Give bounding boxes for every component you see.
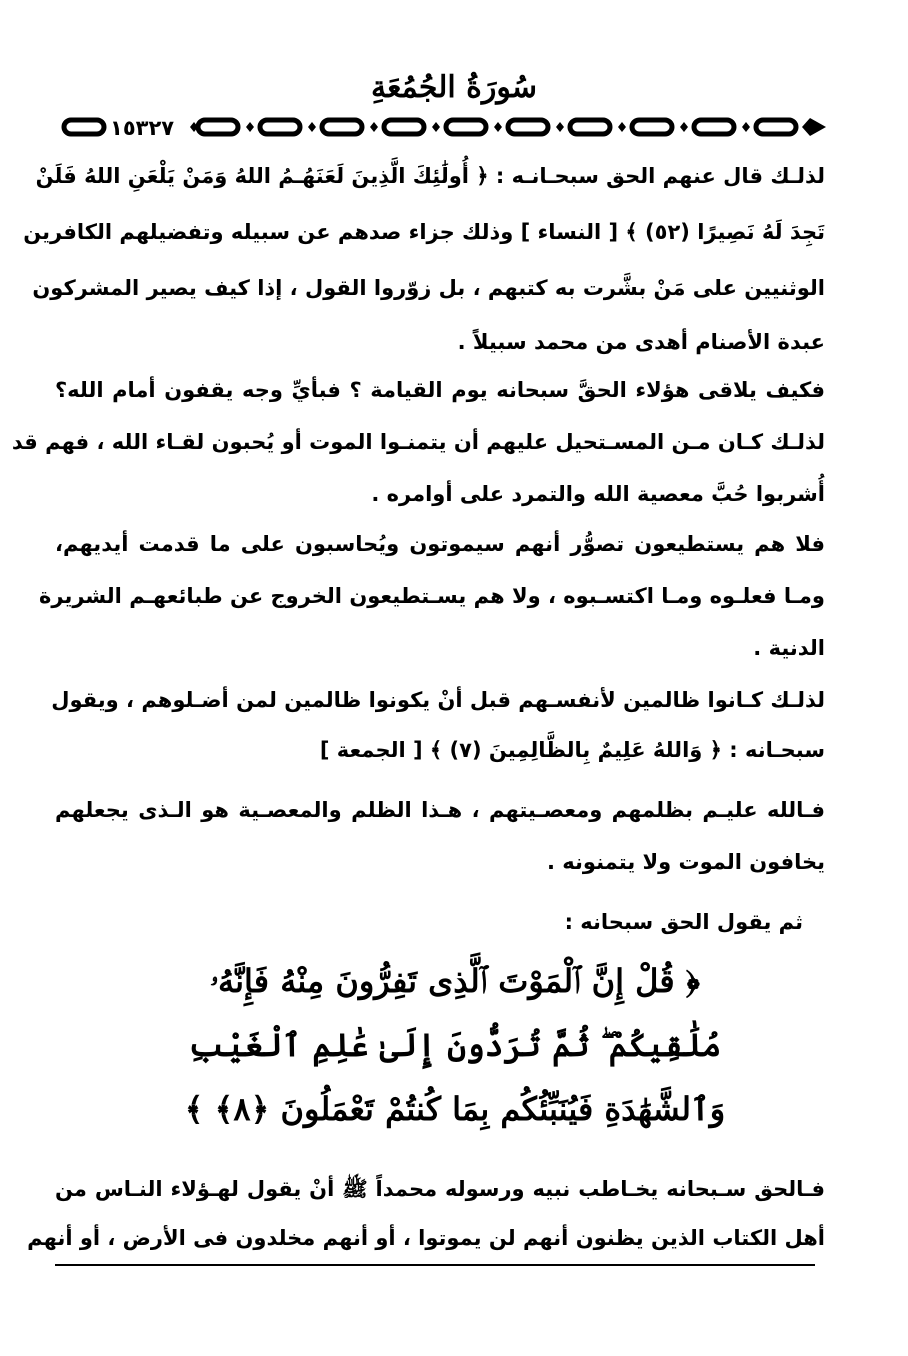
text-line: يخافون الموت ولا يتمنونه . (547, 850, 825, 874)
text-line: لذلـك قال عنهم الحق سبحـانـه : ﴿ أُولَٰئِكَ الَّذِينَ لَعَنَهُـمُ اللهُ وَمَنْ يَلْعَنِ اللهُ فَلَنْ (35, 164, 825, 188)
text-line: الدنية . (753, 636, 825, 660)
surah-title: سُورَةُ الجُمُعَةِ (370, 70, 538, 105)
text-line: فكيف يلاقى هؤلاء الحقَّ سبحانه يوم القيامة ؟ فبأيِّ وجه يقفون أمام الله؟ (55, 378, 825, 402)
quran-verse-line: ﴿ قُلْ إِنَّ ٱلْمَوْتَ ٱلَّذِى تَفِرُّونَ مِنْهُ فَإِنَّهُۥ (209, 962, 700, 1000)
text-line: ومـا فعلـوه ومـا اكتسـبوه ، ولا هم يسـتطيعون الخروج عن طبائعهـم الشريرة (39, 584, 825, 608)
text-line: لذلـك كـانوا ظالمين لأنفسـهم قبل أنْ يكونوا ظالمين لمن أضـلوهم ، ويقول (51, 688, 825, 712)
text-line: الوثنيين على مَنْ بشَّرت به كتبهم ، بل زوّروا القول ، إذا كيف يصير المشركون (32, 276, 825, 300)
page-number: ١٥٣٢٧ (110, 116, 175, 140)
text-line: لذلـك كـان مـن المسـتحيل عليهم أن يتمنـوا الموت أو يُحبون لقـاء الله ، فهم قد (11, 430, 825, 454)
text-line: سبحـانه : ﴿ وَاللهُ عَلِيمٌ بِالظَّالِمِينَ (٧) ﴾ [ الجمعة ] (319, 738, 825, 762)
quran-verse-line: وَٱلشَّهَٰدَةِ فَيُنَبِّئُكُم بِمَا كُنتُمْ تَعْمَلُونَ ﴿٨﴾ ﴾ (184, 1090, 726, 1128)
quran-verse-line: مُلَٰقِيكُمْ ۖ ثُمَّ تُرَدُّونَ إِلَىٰ عَٰلِمِ ٱلْغَيْبِ (188, 1026, 722, 1064)
text-line: فلا هم يستطيعون تصوُّر أنهم سيموتون ويُحاسبون على ما قدمت أيديهم، (55, 532, 825, 556)
text-line: تَجِدَ لَهُ نَصِيرًا (٥٢) ﴾ [ النساء ] وذلك جزاء صدهم عن سبيله وتفضيلهم الكافرين (23, 220, 825, 244)
text-line: أهل الكتاب الذين يظنون أنهم لن يموتوا ، أو أنهم مخلدون فى الأرض ، أو أنهم (27, 1226, 825, 1250)
text-line: فـالله عليـم بظلمهم ومعصـيتهم ، هـذا الظلم والمعصـية هو الـذى يجعلهم (55, 798, 825, 822)
text-line: عبدة الأصنام أهدى من محمد سبيلاً . (457, 330, 825, 354)
text-line: أُشربوا حُبَّ معصية الله والتمرد على أوامره . (371, 482, 825, 506)
text-line: ثم يقول الحق سبحانه : (564, 910, 803, 934)
bottom-rule (55, 1264, 815, 1266)
text-line: فـالحق سـبحانه يخـاطب نبيه ورسوله محمداً ﷺ أنْ يقول لهـؤلاء النـاس من (55, 1177, 825, 1201)
